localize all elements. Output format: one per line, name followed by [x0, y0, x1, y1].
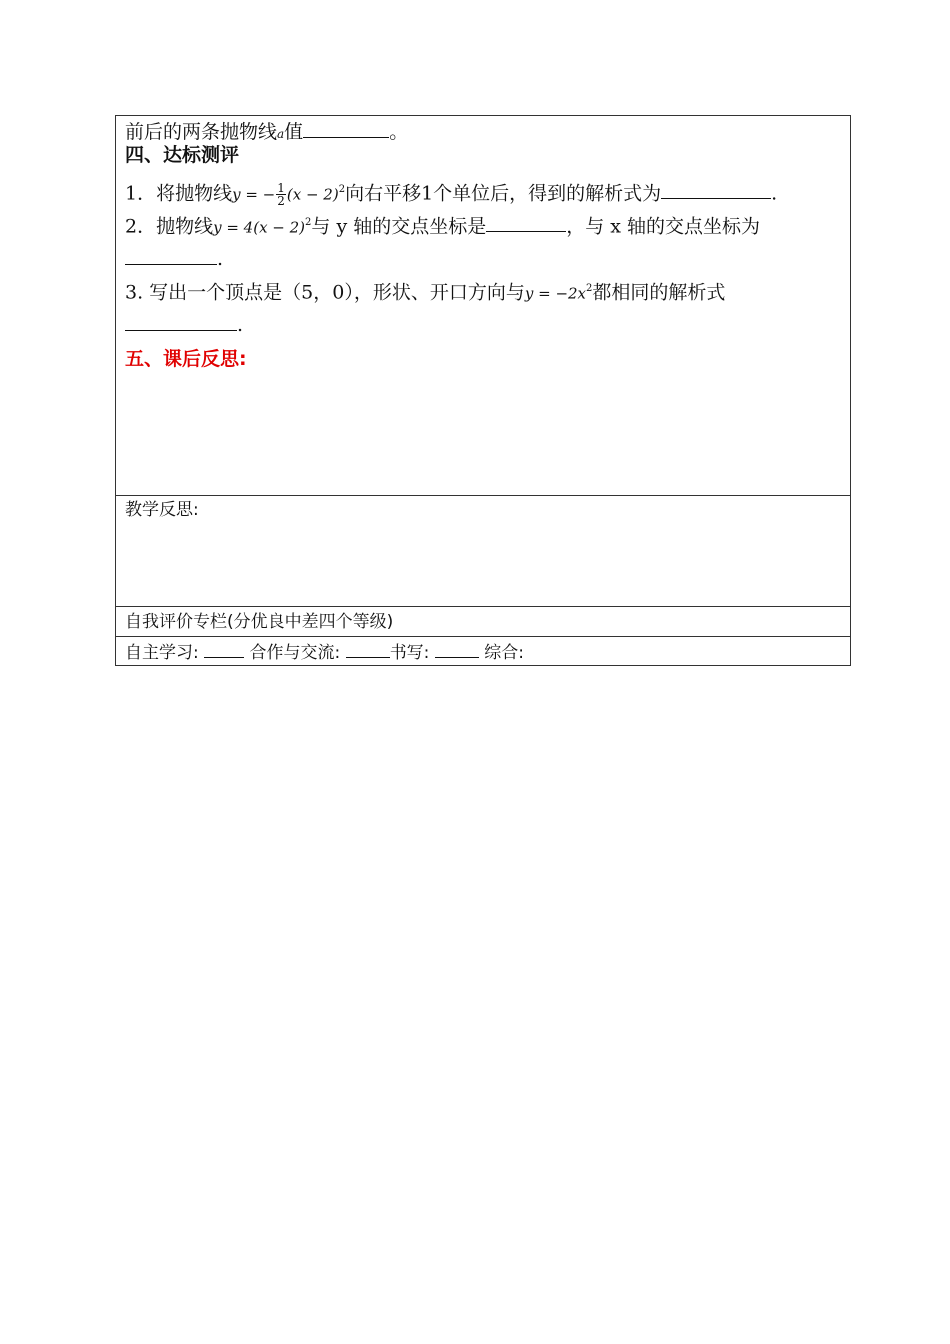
question-3-continued: .	[125, 312, 243, 337]
self-eval-row	[116, 637, 850, 666]
top-line: 前后的两条抛物线a值 。	[125, 121, 409, 143]
self-study-blank[interactable]	[204, 639, 244, 658]
question-1: 1．将抛物线y = − $\frac{1}{2}$ $(x - 2)^2$向右平移1个单位后，得到的解析式为 .	[125, 180, 778, 208]
self-eval-title-cell	[116, 607, 850, 637]
exercise-cell	[116, 116, 850, 496]
writing-blank[interactable]	[435, 639, 479, 658]
answer-blank[interactable]	[661, 180, 771, 199]
self-eval-fields: 自主学习: 合作与交流: 书写: 综合:	[125, 639, 524, 665]
cooperation-blank[interactable]	[346, 639, 390, 658]
self-eval-title: 自我评价专栏(分优良中差四个等级)	[125, 612, 394, 632]
worksheet-table	[115, 115, 851, 666]
answer-blank[interactable]	[303, 119, 389, 138]
answer-blank[interactable]	[125, 312, 237, 331]
teaching-reflection-cell	[116, 496, 850, 607]
section-4-heading: 四、达标测评	[125, 144, 240, 166]
fraction: $\frac{1}{2}$	[277, 180, 285, 208]
teaching-reflection-label: 教学反思:	[125, 500, 199, 520]
answer-blank[interactable]	[486, 213, 566, 232]
question-3: 3. 写出一个顶点是（5，0），形状、开口方向与$y = -2x^2$都相同的解析式	[125, 281, 726, 304]
question-2: 2．抛物线$y = 4(x - 2)^2$与 y 轴的交点坐标是 ，与 x 轴的交点坐标为	[125, 215, 761, 238]
question-2-continued: .	[125, 246, 223, 271]
section-5-heading: 五、课后反思:	[125, 348, 247, 370]
answer-blank[interactable]	[125, 246, 217, 265]
